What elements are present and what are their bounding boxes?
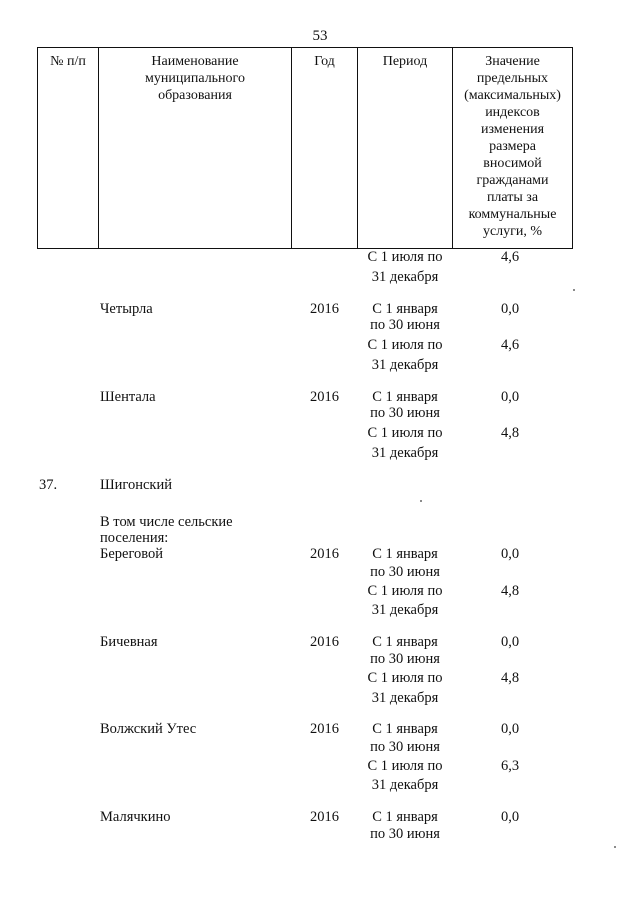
value-cell: 4,8 xyxy=(500,583,520,599)
period-cell: С 1 января xyxy=(372,389,438,405)
value-cell: 0,0 xyxy=(500,389,520,405)
page-number: 53 xyxy=(312,28,328,44)
header-col-year: Год xyxy=(292,48,358,248)
subheading: поселения: xyxy=(100,530,169,546)
value-cell: 6,3 xyxy=(500,758,520,774)
period-cell: С 1 января xyxy=(372,546,438,562)
period-cell: С 1 июля по xyxy=(367,758,443,774)
period-cell: по 30 июня xyxy=(370,651,440,667)
district-name: Шигонский xyxy=(100,477,172,493)
header-col-value-line: коммунальные xyxy=(468,207,557,222)
scan-speck xyxy=(614,846,616,848)
period-cell: 31 декабря xyxy=(371,445,439,461)
municipality-name: Береговой xyxy=(100,546,164,562)
period-cell: С 1 июля по xyxy=(367,337,443,353)
period-cell: 31 декабря xyxy=(371,357,439,373)
period-cell: по 30 июня xyxy=(370,739,440,755)
value-cell: 0,0 xyxy=(500,634,520,650)
period-cell: по 30 июня xyxy=(370,826,440,842)
year-cell: 2016 xyxy=(310,721,339,737)
header-col-value-line: Значение xyxy=(485,54,540,69)
header-col-name-line: образования xyxy=(158,88,232,103)
header-col-name-line: Наименование xyxy=(151,54,239,69)
period-cell: 31 декабря xyxy=(371,777,439,793)
header-col-value-line: вносимой xyxy=(483,156,542,171)
period-cell: С 1 января xyxy=(372,809,438,825)
municipality-name: Бичевная xyxy=(100,634,158,650)
municipality-name: Шентала xyxy=(100,389,156,405)
header-col-period: Период xyxy=(358,48,453,248)
table-header xyxy=(37,47,573,249)
value-cell: 0,0 xyxy=(500,301,520,317)
period-cell: С 1 января xyxy=(372,721,438,737)
value-cell: 4,8 xyxy=(500,670,520,686)
value-cell: 4,6 xyxy=(500,337,520,353)
header-col-value-line: (максимальных) xyxy=(464,88,561,103)
year-cell: 2016 xyxy=(310,634,339,650)
period-cell: С 1 июля по xyxy=(367,425,443,441)
header-col-value-line: платы за xyxy=(486,190,539,205)
scan-speck xyxy=(420,500,422,502)
period-cell: по 30 июня xyxy=(370,317,440,333)
period-cell: 31 декабря xyxy=(371,269,439,285)
municipality-name: Малячкино xyxy=(100,809,171,825)
period-cell: С 1 января xyxy=(372,634,438,650)
value-cell: 0,0 xyxy=(500,721,520,737)
header-col-value-line: изменения xyxy=(480,122,545,137)
period-cell: С 1 января xyxy=(372,301,438,317)
header-col-name-line: муниципального xyxy=(145,71,245,86)
municipality-name: Четырла xyxy=(100,301,153,317)
year-cell: 2016 xyxy=(310,809,339,825)
period-cell: С 1 июля по xyxy=(367,583,443,599)
period-cell: С 1 июля по xyxy=(367,249,443,265)
municipality-name: Волжский Утес xyxy=(100,721,197,737)
header-col-value-line: предельных xyxy=(476,71,549,86)
scan-speck xyxy=(573,289,575,291)
year-cell: 2016 xyxy=(310,301,339,317)
header-col-value xyxy=(453,48,573,248)
period-cell: по 30 июня xyxy=(370,405,440,421)
subheading: В том числе сельские xyxy=(100,514,233,530)
period-cell: 31 декабря xyxy=(371,690,439,706)
header-col-name xyxy=(99,48,292,248)
value-cell: 0,0 xyxy=(500,546,520,562)
period-cell: по 30 июня xyxy=(370,564,440,580)
header-col-value-line: индексов xyxy=(485,105,540,120)
header-col-value-line: услуги, % xyxy=(482,224,543,239)
header-col-value-line: гражданами xyxy=(476,173,549,188)
period-cell: С 1 июля по xyxy=(367,670,443,686)
header-col-number: № п/п xyxy=(38,48,99,248)
value-cell: 4,8 xyxy=(500,425,520,441)
value-cell: 0,0 xyxy=(500,809,520,825)
year-cell: 2016 xyxy=(310,389,339,405)
value-cell: 4,6 xyxy=(500,249,520,265)
period-cell: 31 декабря xyxy=(371,602,439,618)
row-number: 37. xyxy=(39,477,58,493)
header-col-value-line: размера xyxy=(489,139,536,154)
year-cell: 2016 xyxy=(310,546,339,562)
